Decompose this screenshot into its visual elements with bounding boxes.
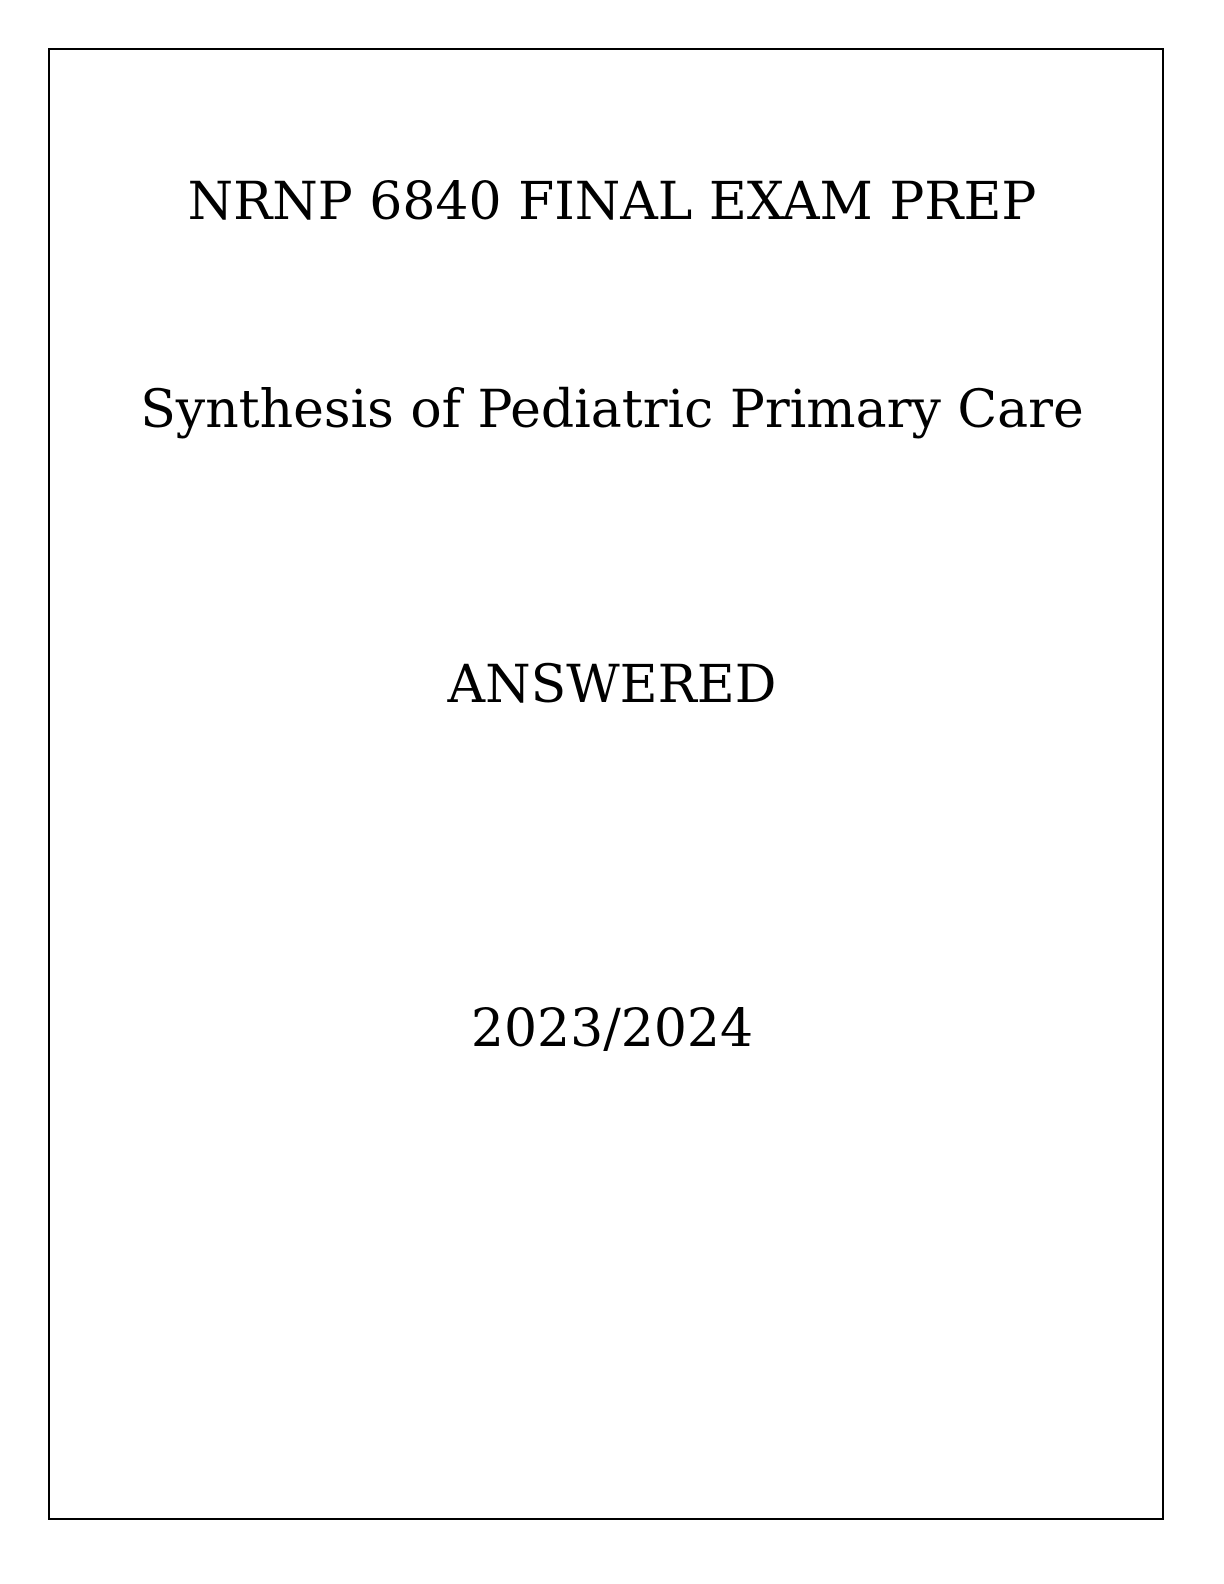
document-subtitle: Synthesis of Pediatric Primary Care xyxy=(140,380,1084,440)
document-status: ANSWERED xyxy=(447,655,777,715)
document-year: 2023/2024 xyxy=(470,999,754,1059)
page-border xyxy=(48,48,1164,1520)
document-title: NRNP 6840 FINAL EXAM PREP xyxy=(187,172,1037,232)
